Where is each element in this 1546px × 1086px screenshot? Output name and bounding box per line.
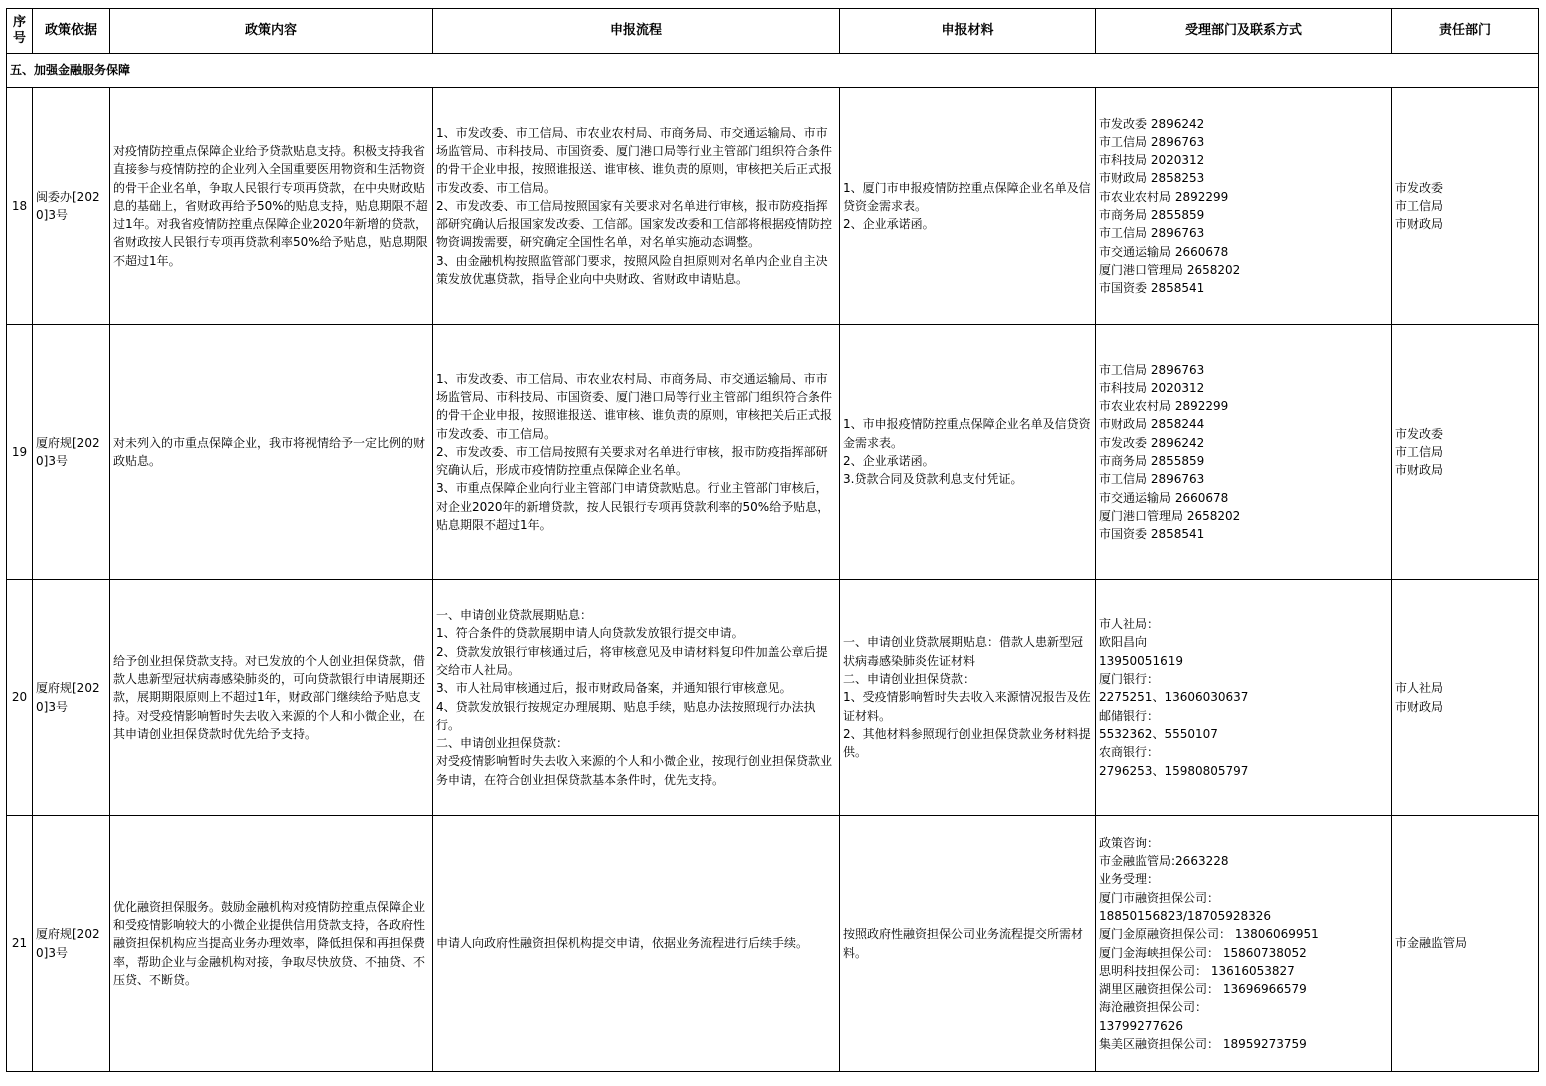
process-line: 2、市发改委、市工信局按照国家有关要求对名单进行审核，报市防疫指挥部研究确认后报国家发改委、工信部。国家发改委和工信部将根据疫情防控物资调拨需要，研究确定全国性名单，对名单实施动态调整。	[436, 198, 833, 250]
materials-line: 2、企业承诺函。	[843, 454, 935, 468]
contact-line: 集美区融资担保公司： 18959273759	[1099, 1036, 1307, 1051]
responsible-dept	[1392, 816, 1539, 1072]
policy-content: 对疫情防控重点保障企业给予贷款贴息支持。积极支持我省直接参与疫情防控的企业列入全国重要医用物资和生活物资的骨干企业名单，争取人民银行专项再贷款，在中央财政贴息的基础上，省财政再给予50%的贴息支持，贴息期限不超过1年。对我省疫情防控重点保障企业2020年新增的贷款，省财政按人民银行专项再贷款利率50%给予贴息，贴息期限不超过1年。	[110, 88, 433, 325]
table-row	[7, 325, 1539, 580]
contact-line: 市金融监管局:2663228	[1099, 854, 1229, 869]
contact-line: 厦门港口管理局 2658202	[1099, 508, 1241, 523]
contact-line: 厦门金原融资担保公司： 13806069951	[1099, 927, 1319, 942]
process-line: 2、贷款发放银行审核通过后，将审核意见及申请材料复印件加盖公章后提交给市人社局。	[436, 644, 828, 677]
header-no: 序号	[7, 9, 33, 54]
contact-line: 13950051619	[1099, 653, 1183, 668]
contact-line: 市发改委 2896242	[1099, 116, 1205, 131]
process-line: 一、申请创业贷款展期贴息：	[436, 608, 593, 623]
responsible-dept	[1392, 325, 1539, 580]
policy-table	[6, 8, 1539, 1072]
dept-line: 市人社局	[1395, 681, 1444, 696]
row-number: 20	[7, 580, 33, 816]
header-materials: 申报材料	[840, 9, 1096, 54]
dept-line: 市金融监管局	[1395, 936, 1468, 951]
contact-line: 农商银行：	[1099, 745, 1160, 760]
application-materials	[840, 580, 1096, 816]
contact-info	[1096, 88, 1392, 325]
dept-line: 市发改委	[1395, 426, 1444, 441]
materials-line: 3.贷款合同及贷款利息支付凭证。	[843, 472, 1023, 487]
responsible-dept	[1392, 88, 1539, 325]
table-row	[7, 816, 1539, 1072]
materials-line: 2、企业承诺函。	[843, 217, 935, 232]
policy-content: 给予创业担保贷款支持。对已发放的个人创业担保贷款，借款人患新型冠状病毒感染肺炎的，可向贷款银行申请展期还款，展期期限原则上不超过1年，财政部门继续给予贴息支持。对受疫情影响暂时失去收入来源的个人和小微企业，在其申请创业担保贷款时优先给予支持。	[110, 580, 433, 816]
contact-info	[1096, 325, 1392, 580]
contact-line: 欧阳昌向	[1099, 635, 1148, 650]
dept-line: 市财政局	[1395, 217, 1444, 232]
process-line: 4、贷款发放银行按规定办理展期、贴息手续，贴息办法按照现行办法执行。	[436, 699, 816, 732]
contact-line: 2796253、15980805797	[1099, 763, 1249, 778]
contact-line: 厦门银行：	[1099, 672, 1160, 687]
materials-line: 一、申请创业贷款展期贴息：借款人患新型冠状病毒感染肺炎佐证材料	[843, 635, 1084, 668]
contact-line: 政策咨询：	[1099, 835, 1160, 850]
responsible-dept	[1392, 580, 1539, 816]
application-process	[433, 325, 840, 580]
policy-content: 优化融资担保服务。鼓励金融机构对疫情防控重点保障企业和受疫情影响较大的小微企业提供信用贷款支持，各政府性融资担保机构应当提高业务办理效率，降低担保和再担保费率，帮助企业与金融机构对接，争取尽快放贷、不抽贷、不压贷、不断贷。	[110, 816, 433, 1072]
process-line: 1、符合条件的贷款展期申请人向贷款发放银行提交申请。	[436, 626, 744, 641]
section-title: 五、加强金融服务保障	[7, 54, 1539, 88]
policy-content: 对未列入的市重点保障企业，我市将视情给予一定比例的财政贴息。	[110, 325, 433, 580]
contact-line: 18850156823/18705928326	[1099, 908, 1272, 923]
process-line: 3、由金融机构按照监管部门要求，按照风险自担原则对名单内企业自主决策发放优惠贷款，指导企业向中央财政、省财政申请贴息。	[436, 253, 828, 287]
materials-line: 1、市申报疫情防控重点保障企业名单及信贷资金需求表。	[843, 417, 1091, 450]
contact-line: 市工信局 2896763	[1099, 472, 1205, 487]
process-line: 1、市发改委、市工信局、市农业农村局、市商务局、市交通运输局、市市场监管局、市科技局、市国资委、厦门港口局等行业主管部门组织符合条件的骨干企业申报，按照谁报送、谁审核、谁负责的原则，审核把关后正式报市发改委、市工信局。	[436, 125, 833, 195]
header-process: 申报流程	[433, 9, 840, 54]
header-basis: 政策依据	[33, 9, 110, 54]
materials-line: 按照政府性融资担保公司业务流程提交所需材料。	[843, 927, 1084, 960]
policy-basis: 厦府规[2020]3号	[33, 816, 110, 1072]
application-process	[433, 88, 840, 325]
contact-line: 邮储银行：	[1099, 708, 1160, 723]
process-line: 3、市重点保障企业向行业主管部门申请贷款贴息。行业主管部门审核后，对企业2020年的新增贷款，按人民银行专项再贷款利率的50%给予贴息，贴息期限不超过1年。	[436, 481, 830, 533]
materials-line: 2、其他材料参照现行创业担保贷款业务材料提供。	[843, 726, 1091, 760]
process-line: 2、市发改委、市工信局按照有关要求对名单进行审核，报市防疫指挥部研究确认后，形成市疫情防控重点保障企业名单。	[436, 444, 828, 478]
policy-basis: 厦府规[2020]3号	[33, 580, 110, 816]
application-materials	[840, 325, 1096, 580]
contact-line: 业务受理：	[1099, 872, 1160, 887]
contact-line: 市交通运输局 2660678	[1099, 490, 1229, 505]
materials-line: 1、厦门市申报疫情防控重点保障企业名单及信贷资金需求表。	[843, 180, 1091, 213]
contact-line: 厦门金海峡担保公司： 15860738052	[1099, 945, 1307, 960]
application-process	[433, 816, 840, 1072]
contact-info	[1096, 580, 1392, 816]
contact-line: 市商务局 2855859	[1099, 454, 1205, 468]
contact-line: 厦门港口管理局 2658202	[1099, 262, 1241, 277]
contact-line: 2275251、13606030637	[1099, 690, 1249, 705]
process-line: 1、市发改委、市工信局、市农业农村局、市商务局、市交通运输局、市市场监管局、市科技局、市国资委、厦门港口局等行业主管部门组织符合条件的骨干企业申报，按照谁报送、谁审核、谁负责的原则，审核把关后正式报市发改委、市工信局。	[436, 371, 833, 441]
contact-line: 市国资委 2858541	[1099, 527, 1205, 542]
application-materials	[840, 88, 1096, 325]
contact-line: 5532362、5550107	[1099, 726, 1218, 741]
process-line: 二、申请创业担保贷款：	[436, 736, 569, 751]
dept-line: 市工信局	[1395, 444, 1444, 459]
contact-line: 市科技局 2020312	[1099, 380, 1205, 395]
table-row	[7, 580, 1539, 816]
section-row	[7, 54, 1539, 88]
header-row	[7, 9, 1539, 54]
policy-basis: 闽委办[2020]3号	[33, 88, 110, 325]
contact-line: 湖里区融资担保公司： 13696966579	[1099, 982, 1307, 997]
contact-line: 海沧融资担保公司：	[1099, 1000, 1208, 1015]
contact-line: 市财政局 2858244	[1099, 417, 1205, 432]
dept-line: 市发改委	[1395, 180, 1444, 195]
row-number: 21	[7, 816, 33, 1072]
materials-line: 二、申请创业担保贷款：	[843, 672, 976, 687]
contact-line: 市科技局 2020312	[1099, 153, 1205, 168]
table-row	[7, 88, 1539, 325]
contact-line: 市工信局 2896763	[1099, 226, 1205, 241]
header-content: 政策内容	[110, 9, 433, 54]
contact-line: 思明科技担保公司： 13616053827	[1099, 963, 1295, 978]
dept-line: 市工信局	[1395, 198, 1444, 213]
contact-line: 市交通运输局 2660678	[1099, 244, 1229, 259]
contact-info	[1096, 816, 1392, 1072]
dept-line: 市财政局	[1395, 463, 1444, 478]
contact-line: 厦门市融资担保公司：	[1099, 890, 1220, 905]
contact-line: 市发改委 2896242	[1099, 435, 1205, 450]
dept-line: 市财政局	[1395, 699, 1444, 714]
process-line: 对受疫情影响暂时失去收入来源的个人和小微企业，按现行创业担保贷款业务申请，在符合创业担保贷款基本条件时，优先支持。	[436, 754, 833, 787]
row-number: 19	[7, 325, 33, 580]
application-materials	[840, 816, 1096, 1072]
contact-line: 市工信局 2896763	[1099, 362, 1205, 377]
contact-line: 市财政局 2858253	[1099, 171, 1205, 186]
header-dept: 责任部门	[1392, 9, 1539, 54]
process-line: 申请人向政府性融资担保机构提交申请，依据业务流程进行后续手续。	[436, 936, 809, 951]
contact-line: 市农业农村局 2892299	[1099, 189, 1229, 204]
contact-line: 市工信局 2896763	[1099, 134, 1205, 149]
materials-line: 1、受疫情影响暂时失去收入来源情况报告及佐证材料。	[843, 690, 1091, 723]
contact-line: 市商务局 2855859	[1099, 208, 1205, 222]
row-number: 18	[7, 88, 33, 325]
header-contact: 受理部门及联系方式	[1096, 9, 1392, 54]
contact-line: 市人社局：	[1099, 617, 1160, 632]
contact-line: 市国资委 2858541	[1099, 281, 1205, 296]
contact-line: 市农业农村局 2892299	[1099, 399, 1229, 414]
application-process	[433, 580, 840, 816]
policy-basis: 厦府规[2020]3号	[33, 325, 110, 580]
contact-line: 13799277626	[1099, 1018, 1183, 1033]
process-line: 3、市人社局审核通过后，报市财政局备案，并通知银行审核意见。	[436, 681, 792, 696]
